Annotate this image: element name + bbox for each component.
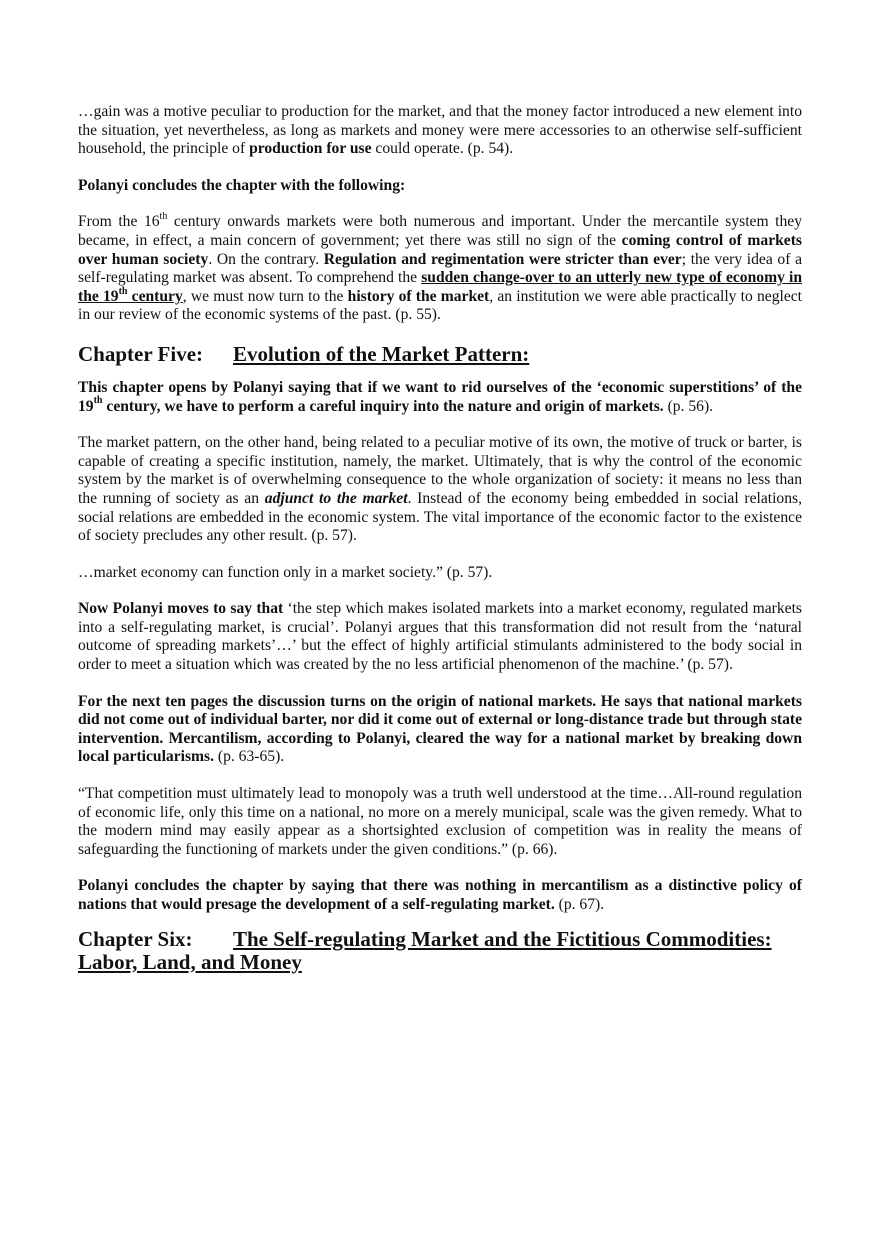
document-page	[78, 103, 802, 974]
paragraph-step-crucial: Now Polanyi moves to say that ‘the step which makes isolated markets into a market economy, regulated markets into a self-regulating market, is crucial’. Polanyi argues that this transformation did not result from the ‘natural outcome of spreading markets’…’ but the effect of highly artificial stimulants administered to the body social in order to meet a situation which was created by the no less artificial phenomenon of the machine.’ (p. 57).	[78, 600, 802, 674]
paragraph-production-for-use: …gain was a motive peculiar to production for the market, and that the money factor introduced a new element into the situation, yet nevertheless, as long as markets and money were mere accessories to an otherwise self-sufficient household, the principle of production for use could operate. (p. 54).	[78, 103, 802, 158]
paragraph-national-markets: For the next ten pages the discussion turns on the origin of national markets. He says that national markets did not come out of individual barter, nor did it come out of external or long-distance trade but through state intervention. Mercantilism, according to Polanyi, cleared the way for a national market by breaking down local particularisms. (p. 63-65).	[78, 692, 802, 766]
paragraph-chapter-five-opening: This chapter opens by Polanyi saying that if we want to rid ourselves of the ‘economic superstitions’ of the 19th century, we have to perform a careful inquiry into the nature and origin of markets. (p. 56).	[78, 378, 802, 415]
emphasis-production-for-use: production for use	[249, 140, 372, 158]
underlined-change-over: sudden change-over to an utterly new type of economy in the 19th century	[78, 269, 802, 305]
emphasis-adjunct-to-market: adjunct to the market	[264, 489, 408, 507]
paragraph-mercantilism-conclusion: Polanyi concludes the chapter by saying that there was nothing in mercantilism as a distinctive policy of nations that would presage the development of a self-regulating market. (p. 67).	[78, 877, 802, 913]
paragraph-polanyi-concludes: Polanyi concludes the chapter with the following:	[78, 176, 406, 194]
chapter-six-heading: Chapter Six: The Self-regulating Market and the Fictitious Commodities: Labor, Land, and Money	[78, 926, 772, 974]
paragraph-mercantile-system: From the 16th century onwards markets were both numerous and important. Under the mercantile system they became, in effect, a main concern of government; yet there was still no sign of the coming control of markets over human society. On the contrary. Regulation and regimentation were stricter than ever; the very idea of a self-regulating market was absent. To comprehend the sudden change-over to an utterly new type of economy in the 19th century, we must now turn to the history of the market, an institution we were able practically to neglect in our review of the economic systems of the past. (p. 55).	[78, 211, 803, 324]
paragraph-market-pattern: The market pattern, on the other hand, being related to a peculiar motive of its own, the motive of truck or barter, is capable of creating a specific institution, namely, the market. Ultimately, that is why the control of the economic system by the market is of overwhelming consequence to the whole organization of society: it means no less than the running of society as an adjunct to the market. Instead of the economy being embedded in social relations, social relations are embedded in the economic system. The vital importance of the economic factor to the existence of society precludes any other result. (p. 57).	[78, 434, 802, 545]
chapter-five-heading: Chapter Five: Evolution of the Market Pattern:	[78, 341, 530, 366]
paragraph-competition-quote: “That competition must ultimately lead to monopoly was a truth well understood at the time…All-round regulation of economic life, only this time on a national, no more on a merely municipal, scale was the given remedy. What to the modern mind may easily appear as a shortsighted exclusion of competition was in reality the means of safeguarding the functioning of markets under the given conditions.” (p. 66).	[78, 785, 802, 858]
paragraph-market-society: …market economy can function only in a market society.” (p. 57).	[78, 563, 493, 581]
